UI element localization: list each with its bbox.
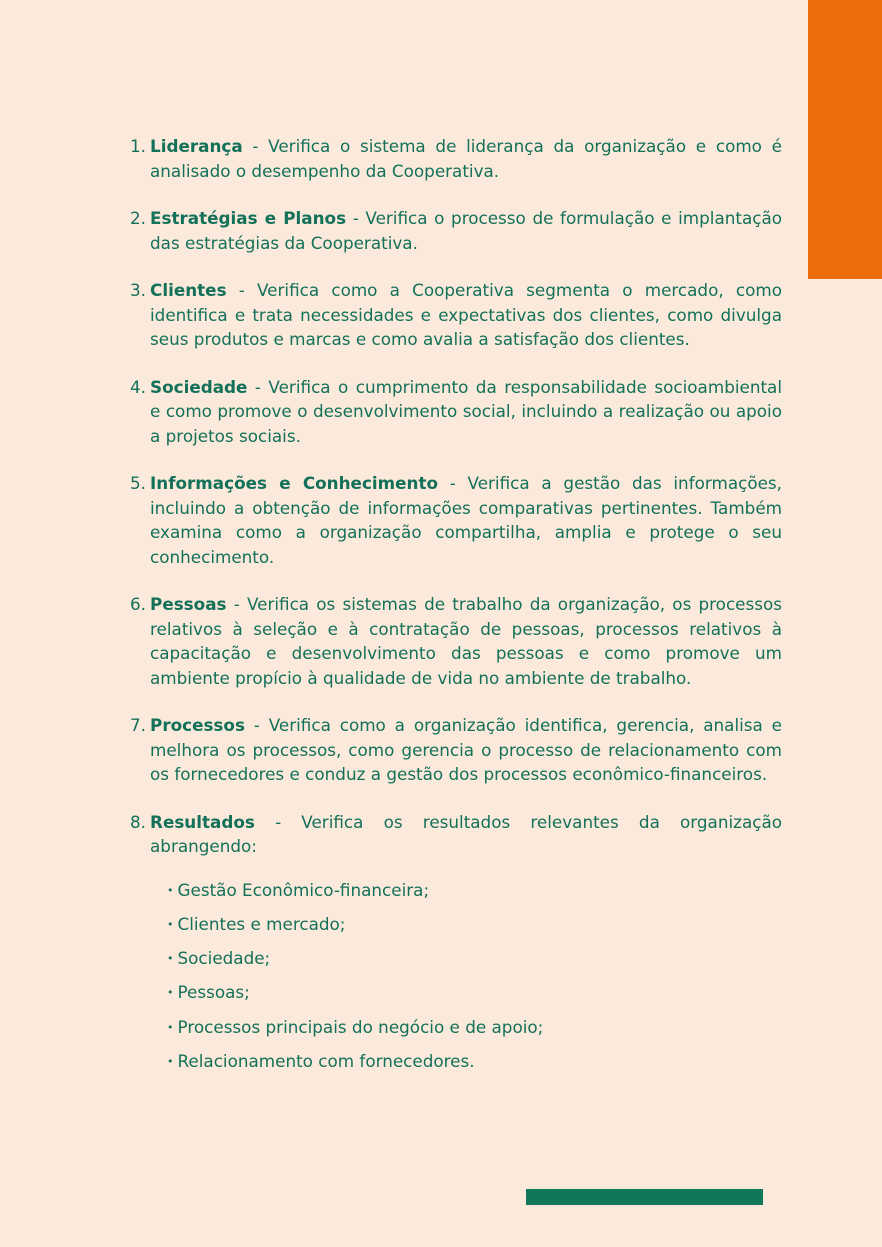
item-title: Estratégias e Planos [150, 208, 347, 228]
bullet-icon: • [167, 1054, 174, 1068]
item-text: - Verifica como a Cooperativa segmenta o mercado, como identifica e trata necessidades e expectativas dos clientes, como divulga seus produtos e marcas e como avalia a satisfação dos clientes. [150, 280, 782, 349]
item-number: 3. [130, 280, 147, 300]
item-number: 1. [130, 136, 147, 156]
bullet-icon: • [167, 986, 174, 1000]
bullet-text: Gestão Econômico-financeira; [177, 879, 430, 900]
item-number: 5. [130, 473, 147, 493]
green-footer-bar [526, 1189, 763, 1205]
item-body [150, 810, 782, 1084]
bullet-item [167, 912, 782, 938]
bullet-text: Sociedade; [177, 948, 271, 969]
item-text: - Verifica o processo de formulação e implantação das estratégias da Cooperativa. [150, 208, 783, 253]
list-item [130, 206, 782, 255]
bullet-item [167, 980, 782, 1006]
item-body [150, 592, 782, 690]
item-title: Resultados [150, 811, 255, 832]
item-text: - Verifica os resultados relevantes da organização abrangendo: [150, 811, 782, 856]
bullet-icon: • [167, 883, 174, 897]
item-text: - Verifica o sistema de liderança da organização e como é analisado o desempenho da Cooperativa. [150, 136, 782, 181]
bullet-icon: • [167, 917, 174, 931]
orange-corner-tab [808, 0, 882, 279]
item-number: 8. [130, 811, 147, 832]
item-text: - Verifica a gestão das informações, incluindo a obtenção de informações comparativas pertinentes. Também examina como a organização compartilha, amplia e protege o seu conhecimento. [150, 473, 783, 567]
bullet-text: Pessoas; [177, 982, 250, 1003]
item-body [150, 134, 782, 183]
item-body [150, 713, 782, 787]
list-item [130, 134, 782, 183]
bullet-icon: • [167, 952, 174, 966]
bullet-item [167, 1015, 782, 1041]
item-number: 6. [130, 594, 147, 614]
item-number: 2. [130, 208, 147, 228]
criteria-list [130, 134, 782, 1106]
bullet-icon: • [167, 1020, 174, 1034]
item-title: Liderança [150, 136, 243, 156]
item-title: Clientes [150, 280, 227, 300]
item-text: - Verifica os sistemas de trabalho da organização, os processos relativos à seleção e à contratação de pessoas, processos relativos à capacitação e desenvolvimento das pessoas e como promove um ambiente propício à qualidade de vida no ambiente de trabalho. [150, 594, 782, 688]
item-text: - Verifica o cumprimento da responsabilidade socioambiental e como promove o desenvolvimento social, incluindo a realização ou apoio a projetos sociais. [150, 376, 782, 446]
item-body [150, 206, 782, 255]
bullet-text: Processos principais do negócio e de apoio; [177, 1016, 544, 1037]
item-title: Processos [150, 715, 245, 735]
item-title: Sociedade [150, 376, 248, 397]
item-body [150, 471, 782, 569]
item-text: - Verifica como a organização identifica, gerencia, analisa e melhora os processos, como gerencia o processo de relacionamento com os fornecedores e conduz a gestão dos processos econômico-financeiros. [150, 715, 782, 784]
bullet-item [167, 878, 782, 904]
item-title: Pessoas [150, 594, 227, 614]
list-item [130, 592, 782, 690]
bullet-text: Relacionamento com fornecedores. [177, 1050, 475, 1071]
list-item [130, 713, 782, 787]
item-body [150, 278, 782, 352]
list-item [130, 375, 782, 449]
item-title: Informações e Conhecimento [150, 473, 439, 493]
item-number: 7. [130, 715, 147, 735]
list-item [130, 278, 782, 352]
bullet-item [167, 1049, 782, 1075]
item-number: 4. [130, 376, 147, 397]
list-item [130, 810, 782, 1084]
bullet-text: Clientes e mercado; [177, 913, 346, 934]
item-body [150, 375, 782, 449]
list-item [130, 471, 782, 569]
results-bullet-list [150, 878, 782, 1075]
bullet-item [167, 946, 782, 972]
